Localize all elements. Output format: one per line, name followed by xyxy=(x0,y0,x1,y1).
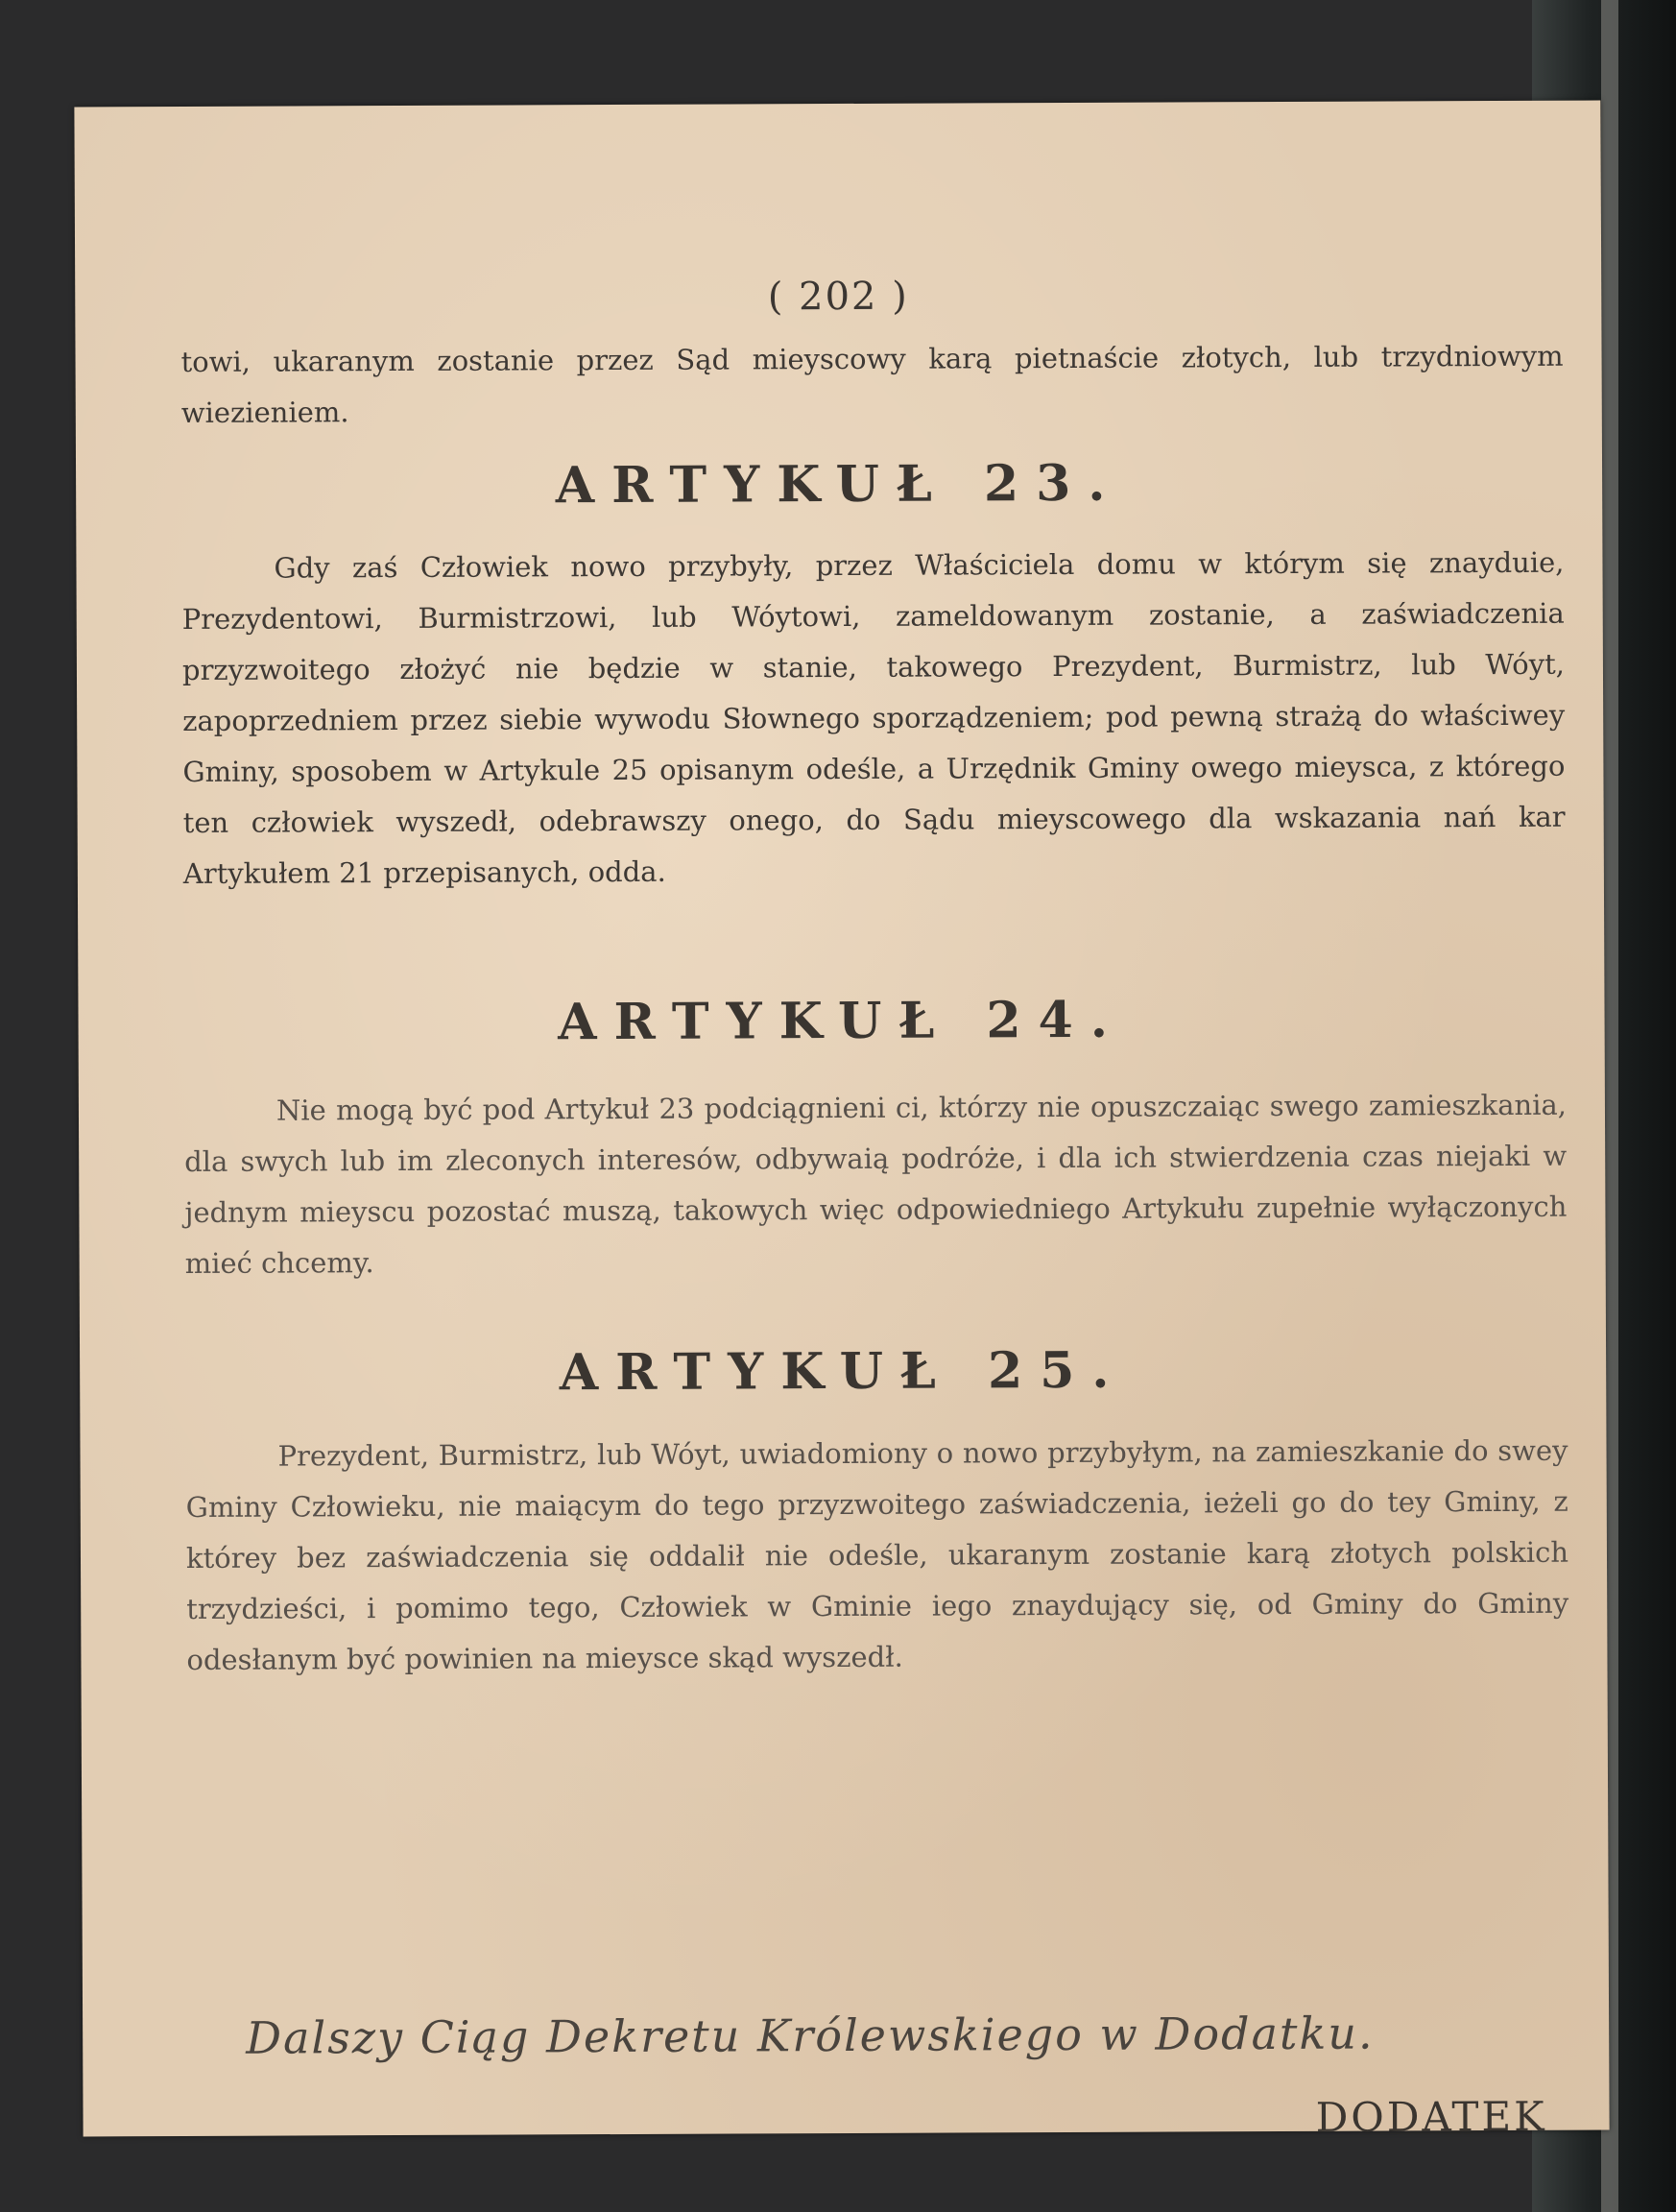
scanned-page xyxy=(74,101,1609,2141)
article-24-text: Nie mogą być pod Artykuł 23 podciągnieni ci, którzy nie opuszczaiąc swego zamieszkania, dla swych lub im zleconych interesów, odbywaią podróże, i dla ich stwierdzenia czas niejaki w jednym mieyscu pozostać muszą, takowych więc odpowiedniego Artykułu zupełnie wyłączonych mieć chcemy. xyxy=(184,1088,1568,1280)
article-24-heading: ARTYKUŁ 24. xyxy=(558,990,1125,1052)
article-23-heading: ARTYKUŁ 23. xyxy=(555,453,1123,516)
article-23-text: Gdy zaś Człowiek nowo przybyły, przez Właściciela domu w którym się znayduie, Prezydentowi, Burmistrzowi, lub Wóytowi, zameldowanym zostanie, a zaświadczenia przyzwoitego złożyć nie będzie w stanie, takowego Prezydent, Burmistrz, lub Wóyt, zapoprzedniem przez siebie wywodu Słownego sporządzeniem; pod pewną strażą do właściwey Gminy, sposobem w Artykule 25 opisanym odeśle, a Urzędnik Gminy owego mieysca, z którego ten człowiek wyszedł, odebrawszy onego, do Sądu mieyscowego dla wskazania nań kar Artykułem 21 przepisanych, odda. xyxy=(181,545,1566,890)
intro-paragraph: towi, ukaranym zostanie przez Sąd mieyscowy karą pietnaście złotych, lub trzydniowym wiezieniem. xyxy=(180,339,1564,429)
closing-line: Dalszy Ciąg Dekretu Królewskiego w Dodatku. xyxy=(246,2007,1375,2064)
article-25-heading: ARTYKUŁ 25. xyxy=(559,1340,1127,1403)
catchword: DODATEK xyxy=(1315,2092,1547,2141)
article-25-text: Prezydent, Burmistrz, lub Wóyt, uwiadomiony o nowo przybyłym, na zamieszkanie do swey Gminy Człowieku, nie maiącym do tego przyzwoitego zaświadczenia, ieżeli go do tey Gminy, z którey bez zaświadczenia się oddalił nie odeśle, ukaranym zostanie karą złotych polskich trzydzieści, i pomimo tego, Człowiek w Gminie iego znaydujący się, od Gminy do Gminy odesłanym być powinien na mieysce skąd wyszedł. xyxy=(185,1433,1569,1676)
page-number: ( 202 ) xyxy=(767,274,909,320)
